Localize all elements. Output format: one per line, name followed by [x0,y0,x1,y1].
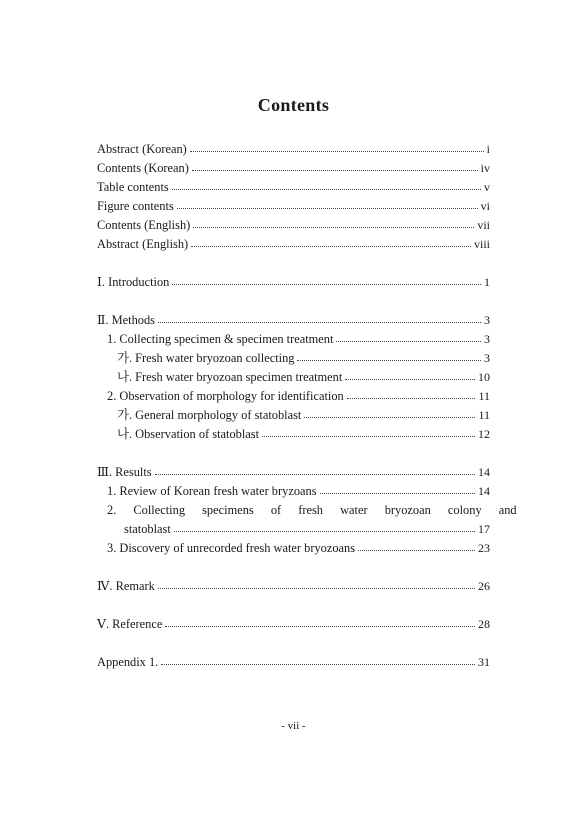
toc-label: Contents (Korean) [97,161,189,175]
toc-entry [97,217,490,233]
toc-label: Ⅴ. Reference [97,617,163,631]
toc-page: 31 [478,655,490,669]
toc-entry [107,540,490,556]
page-number: - vii - [281,720,306,732]
dot-leader [297,359,481,361]
toc-entry [97,578,490,594]
toc-label: Contents (English) [97,218,191,232]
toc-entry [97,236,490,252]
toc-entry [117,369,490,385]
toc-label: statoblast [124,522,171,536]
toc-label: Abstract (Korean) [97,142,187,156]
toc-label: 나. Fresh water bryozoan specimen treatment [117,370,343,384]
toc-entry [97,160,490,176]
toc-entry [117,407,490,423]
dot-leader [158,587,475,589]
toc-page: 26 [478,579,490,593]
dot-leader [358,549,475,551]
toc-entry-continued [124,521,490,537]
toc-entry [107,502,517,518]
toc-label: Appendix 1. [97,655,159,669]
toc-label: 가. Fresh water bryozoan collecting [117,351,295,365]
dot-leader [172,188,481,190]
toc-label: Abstract (English) [97,237,189,251]
toc-page: iv [480,161,490,175]
toc-page: 23 [478,541,490,555]
toc-entry [97,274,490,290]
dot-leader [165,625,475,627]
toc-label: Ⅳ. Remark [97,579,155,593]
toc-entry [97,198,490,214]
dot-leader [158,321,481,323]
dot-leader [347,397,476,399]
toc-page: vii [477,218,490,232]
toc-entry [97,654,490,670]
dot-leader [193,226,474,228]
toc-page: 10 [478,370,490,384]
dot-leader [177,207,478,209]
toc-page: 14 [478,484,490,498]
toc-page: 11 [478,389,490,403]
toc-page: v [484,180,490,194]
toc-label: Table contents [97,180,169,194]
toc-page: i [486,142,490,156]
dot-leader [190,150,484,152]
toc-page: 1 [484,275,490,289]
toc-page: viii [473,237,490,251]
dot-leader [336,340,481,342]
toc-page: 11 [478,408,490,422]
toc-page: vi [480,199,490,213]
toc-label: 나. Observation of statoblast [117,427,260,441]
toc-page: 28 [478,617,490,631]
toc-label: 1. Collecting specimen & specimen treatment [107,332,334,346]
toc-entry [107,331,490,347]
toc-entry [117,426,490,442]
toc-entry [97,312,490,328]
toc-entry [97,464,490,480]
toc-page: 3 [484,351,490,365]
toc-entry [107,483,490,499]
toc-label: Ⅲ. Results [97,465,152,479]
toc-label: 2. Collecting specimens of fresh water bryozoan colony and [107,503,517,517]
dot-leader [345,378,475,380]
toc-entry [97,179,490,195]
toc-label: 1. Review of Korean fresh water bryzoans [107,484,317,498]
page-title: Contents [257,95,330,115]
toc-page: 12 [478,427,490,441]
dot-leader [320,492,475,494]
toc-label: Figure contents [97,199,174,213]
toc-label: 가. General morphology of statoblast [117,408,302,422]
dot-leader [172,283,481,285]
toc-entry [97,141,490,157]
dot-leader [174,530,475,532]
toc-entry [107,388,490,404]
dot-leader [155,473,475,475]
toc-entry [117,350,490,366]
toc-page: 14 [478,465,490,479]
dot-leader [262,435,475,437]
toc-label: 2. Observation of morphology for identification [107,389,344,403]
dot-leader [304,416,475,418]
toc-entry [97,616,490,632]
toc-page: 17 [478,522,490,536]
toc-label: Ⅱ. Methods [97,313,155,327]
toc-page: 3 [484,313,490,327]
dot-leader [161,663,475,665]
dot-leader [191,245,471,247]
toc-page: 3 [484,332,490,346]
toc-label: 3. Discovery of unrecorded fresh water bryozoans [107,541,356,555]
toc-label: Ⅰ. Introduction [97,275,170,289]
dot-leader [192,169,478,171]
